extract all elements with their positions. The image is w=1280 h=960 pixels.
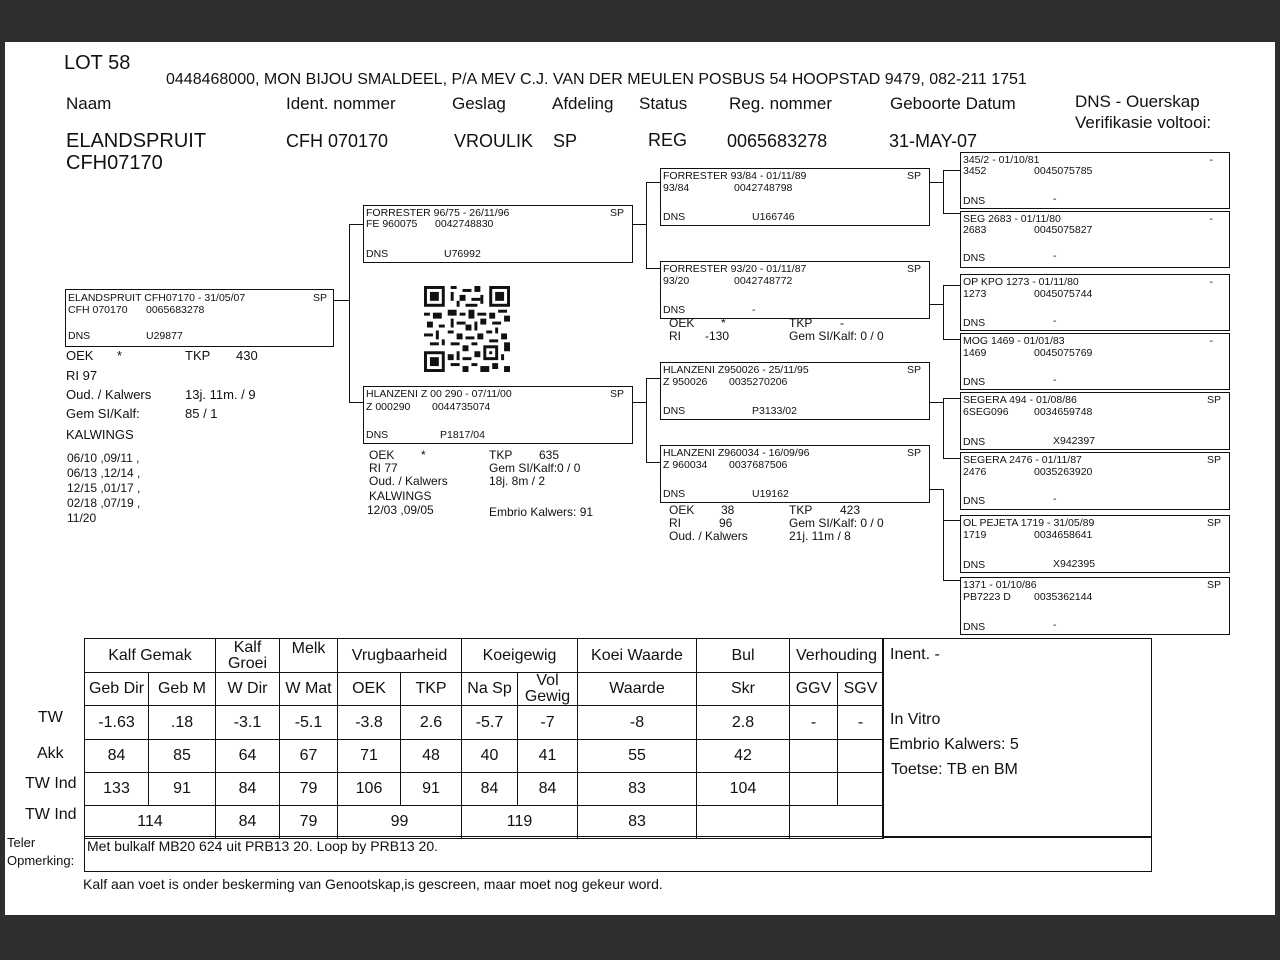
cell: 83: [578, 773, 697, 806]
group-koei-waarde: Koei Waarde: [578, 639, 697, 673]
dam-oud-label: Oud. / Kalwers: [369, 474, 448, 488]
connector: [646, 182, 647, 268]
box-line-3b: P3133/02: [752, 405, 797, 417]
cell: 48: [401, 740, 462, 773]
info-box: [882, 638, 1152, 838]
box-line-1: HLANZENI Z950026 - 25/11/95: [663, 364, 809, 376]
embrio-kalwers: Embrio Kalwers: 5: [889, 736, 1019, 753]
group-bul: Bul: [697, 639, 790, 673]
sub-w-dir: W Dir: [216, 673, 280, 706]
box-line-3a: DNS: [963, 436, 986, 448]
sub-oek: OEK: [338, 673, 401, 706]
pedigree-box-gp-3: [660, 362, 930, 420]
box-line-1: MOG 1469 - 01/01/83: [963, 335, 1065, 347]
gp2-tkp-label: TKP: [789, 316, 813, 330]
box-line-2b: 0035263920: [1034, 466, 1093, 478]
box-line-2b: 0042748772: [734, 275, 793, 287]
col-geboorte: Geboorte Datum: [890, 94, 1016, 113]
sub-tkp: TKP: [401, 673, 462, 706]
connector: [929, 402, 943, 403]
box-line-1: SEG 2683 - 01/11/80: [963, 213, 1061, 225]
cell: -: [838, 706, 884, 740]
subject-oud-label: Oud. / Kalwers: [66, 387, 152, 402]
connector: [349, 402, 363, 403]
dam-tkp-label: TKP: [489, 448, 513, 462]
box-line-2b: 0044735074: [432, 401, 491, 413]
box-line-2a: 2683: [963, 224, 987, 236]
gp2-ri-value: -130: [705, 329, 730, 343]
box-line-3b: -: [1053, 374, 1057, 386]
sub-geb-dir: Geb Dir: [85, 673, 149, 706]
box-line-2a: PB7223 D: [963, 591, 1011, 603]
box-line-2b: 0035270206: [729, 376, 788, 388]
gp2-oek-label: OEK: [669, 316, 695, 330]
box-line-3b: X942397: [1053, 435, 1096, 447]
pedigree-box-sire: [363, 205, 633, 263]
cell: 40: [462, 740, 518, 773]
box-line-3a: DNS: [963, 252, 986, 264]
box-line-2b: 0034659748: [1034, 406, 1093, 418]
pedigree-box-gp-1: [660, 168, 930, 226]
connector: [943, 170, 944, 213]
box-line-2a: 2476: [963, 466, 987, 478]
cell: .18: [149, 706, 216, 740]
group-kalf-groei-1: Kalf: [233, 638, 262, 656]
col-geslag: Geslag: [452, 94, 506, 113]
subject-ri: RI 97: [66, 368, 98, 383]
box-line-2b: 0045075785: [1034, 165, 1093, 177]
connector: [349, 224, 350, 402]
box-line-2b: 0037687506: [729, 459, 788, 471]
pedigree-box-ggp-4: [960, 333, 1230, 390]
dam-dates: 12/03 ,09/05: [367, 503, 434, 517]
box-line-1-right: SP: [1206, 454, 1221, 466]
gp4-ri-label: RI: [669, 516, 681, 530]
connector: [943, 398, 944, 458]
cell: 84: [518, 773, 578, 806]
animal-geslag: VROULIK: [454, 131, 534, 151]
box-line-2a: CFH 070170: [68, 304, 128, 316]
sub-vol-gewig: [518, 673, 578, 706]
subject-dates-1: 06/10 ,09/11 ,: [67, 451, 140, 465]
remark-box: [84, 836, 1152, 872]
pedigree-box-gp-2: [660, 261, 930, 319]
cell: [790, 773, 838, 806]
subject-oek-label: OEK: [66, 348, 94, 363]
box-line-1: 1371 - 01/10/86: [963, 579, 1037, 591]
remark-label-1: Teler: [7, 835, 36, 850]
box-line-3b: U19162: [752, 488, 789, 500]
pedigree-box-ggp-3: [960, 274, 1230, 331]
box-line-2a: Z 000290: [366, 401, 411, 413]
cell: 41: [518, 740, 578, 773]
dam-oud-value: 18j. 8m / 2: [489, 474, 546, 488]
box-line-3b: -: [1053, 193, 1057, 205]
box-line-1: SEGERA 2476 - 01/11/87: [963, 454, 1082, 466]
box-line-1-right: SP: [1206, 579, 1221, 591]
cell: -7: [518, 706, 578, 740]
box-line-3a: DNS: [663, 405, 686, 417]
sub-sgv: SGV: [838, 673, 884, 706]
col-ident: Ident. nommer: [286, 94, 396, 113]
group-kalf-groei-2: Groei: [227, 654, 268, 672]
box-line-3a: DNS: [663, 304, 686, 316]
pedigree-box-ggp-1: [960, 152, 1230, 209]
pedigree-box-gp-4: [660, 445, 930, 503]
box-line-1-right: SP: [312, 292, 327, 304]
row-label-tw: TW: [38, 709, 63, 726]
box-line-3b: -: [1053, 315, 1057, 327]
group-vrugbaarheid: Vrugbaarheid: [338, 639, 462, 673]
sub-geb-m: Geb M: [149, 673, 216, 706]
box-line-1: 345/2 - 01/10/81: [963, 154, 1040, 166]
connector: [943, 213, 960, 214]
sub-vol-gewig-2: Gewig: [524, 688, 571, 705]
box-line-2a: 93/84: [663, 182, 690, 194]
box-line-1-right: SP: [906, 364, 921, 376]
box-line-2b: 0045075827: [1034, 224, 1093, 236]
box-line-1-right: SP: [609, 207, 624, 219]
animal-status: REG: [648, 130, 688, 150]
inent: Inent. -: [890, 646, 940, 663]
connector: [943, 520, 960, 521]
cell: 104: [697, 773, 790, 806]
sub-waarde: Waarde: [578, 673, 697, 706]
gp4-oek-value: 38: [721, 503, 735, 517]
cell: 42: [697, 740, 790, 773]
connector: [943, 458, 960, 459]
subject-dates-2: 06/13 ,12/14 ,: [67, 466, 141, 480]
in-vitro: In Vitro: [890, 711, 941, 728]
group-kalf-groei: [216, 639, 280, 673]
cell: 79: [280, 806, 338, 839]
connector: [349, 224, 363, 225]
box-line-3a: DNS: [663, 488, 686, 500]
box-line-1: OP KPO 1273 - 01/11/80: [963, 276, 1079, 288]
cell: 119: [462, 806, 578, 839]
box-line-1-right: -: [1209, 213, 1213, 225]
box-line-1-right: SP: [906, 170, 921, 182]
toetse: Toetse: TB en BM: [891, 761, 1018, 778]
row-label-twind-2: TW Ind: [25, 806, 77, 823]
cell: [697, 806, 790, 839]
row-label-twind: TW Ind: [25, 775, 77, 792]
pedigree-box-ggp-7: [960, 515, 1230, 573]
gp4-oek-label: OEK: [669, 503, 695, 517]
group-melk: Melk: [280, 639, 338, 673]
box-line-3b: -: [1053, 250, 1057, 262]
group-verhouding: Verhouding: [790, 639, 884, 673]
subject-tkp-label: TKP: [185, 348, 211, 363]
subject-oud-value: 13j. 11m. / 9: [185, 387, 256, 402]
row-tw: [85, 706, 884, 740]
dam-kalwings: KALWINGS: [369, 489, 432, 503]
sub-skr: Skr: [697, 673, 790, 706]
col-naam: Naam: [66, 94, 112, 113]
row-label-akk: Akk: [37, 745, 64, 762]
cell: 85: [149, 740, 216, 773]
gp2-ri-label: RI: [669, 329, 681, 343]
box-line-2b: 0034658641: [1034, 529, 1093, 541]
cell: [838, 773, 884, 806]
box-line-3b: -: [1053, 619, 1057, 631]
subject-oek-value: *: [117, 348, 123, 363]
dam-embrio: Embrio Kalwers: 91: [489, 505, 594, 519]
col-afdeling: Afdeling: [552, 94, 614, 113]
cell: 67: [280, 740, 338, 773]
connector: [943, 285, 944, 339]
box-line-1-right: -: [1209, 154, 1213, 166]
gp4-oud-label: Oud. / Kalwers: [669, 529, 748, 543]
box-line-3a: DNS: [963, 317, 986, 329]
sub-ggv: GGV: [790, 673, 838, 706]
lot-number: LOT 58: [64, 52, 131, 74]
box-line-3b: P1817/04: [440, 429, 485, 441]
cell: 91: [401, 773, 462, 806]
subject-tkp-value: 430: [236, 348, 258, 363]
box-line-3b: X942395: [1053, 558, 1096, 570]
connector: [646, 378, 647, 462]
cell: 84: [462, 773, 518, 806]
box-line-1-right: SP: [906, 447, 921, 459]
box-line-3a: DNS: [68, 330, 91, 342]
connector: [943, 580, 960, 581]
gp4-ri-value: 96: [719, 516, 733, 530]
row-akk: [85, 740, 884, 773]
box-line-1: FORRESTER 93/20 - 01/11/87: [663, 263, 807, 275]
box-line-3a: DNS: [963, 195, 986, 207]
cell: 91: [149, 773, 216, 806]
connector: [943, 339, 960, 340]
subject-gem-label: Gem SI/Kalf:: [66, 406, 140, 421]
group-kalf-gemak: Kalf Gemak: [85, 639, 216, 673]
animal-afdeling: SP: [553, 131, 578, 151]
animal-geboorte: 31-MAY-07: [889, 131, 978, 151]
col-dns-1: DNS - Ouerskap: [1075, 92, 1200, 111]
box-line-3a: DNS: [366, 248, 389, 260]
remark-text: Met bulkalf MB20 624 uit PRB13 20. Loop by PRB13 20.: [87, 838, 438, 854]
box-line-2b: 0045075744: [1034, 288, 1093, 300]
box-line-2b: 0035362144: [1034, 591, 1093, 603]
sub-vol-gewig-1: Vol: [536, 672, 559, 689]
connector: [943, 398, 960, 399]
cell: -5.7: [462, 706, 518, 740]
gp4-gem: Gem SI/Kalf: 0 / 0: [789, 516, 884, 530]
box-line-2b: 0042748798: [734, 182, 793, 194]
box-line-2a: 1469: [963, 347, 987, 359]
connector: [929, 489, 943, 490]
cell: -: [790, 706, 838, 740]
sub-w-mat: W Mat: [280, 673, 338, 706]
box-line-3a: DNS: [963, 559, 986, 571]
box-line-2b: 0065683278: [146, 304, 205, 316]
box-line-1-right: SP: [906, 263, 921, 275]
box-line-3a: DNS: [963, 495, 986, 507]
subject-gem-value: 85 / 1: [185, 406, 218, 421]
gp4-tkp-value: 423: [840, 503, 861, 517]
ebv-table: [84, 638, 884, 839]
box-line-2b: 0042748830: [435, 218, 494, 230]
box-line-2a: 3452: [963, 165, 987, 177]
box-line-2a: FE 960075: [366, 218, 418, 230]
box-line-1-right: SP: [609, 388, 624, 400]
box-line-3b: U29877: [146, 330, 183, 342]
cell: 71: [338, 740, 401, 773]
footer-note: Kalf aan voet is onder beskerming van Genootskap,is gescreen, maar moet nog gekeur word.: [83, 876, 663, 892]
gp2-oek-value: *: [721, 316, 726, 330]
connector: [646, 378, 660, 379]
connector: [646, 268, 660, 269]
box-line-3a: DNS: [663, 211, 686, 223]
box-line-3a: DNS: [963, 621, 986, 633]
pedigree-box-ggp-6: [960, 452, 1230, 510]
box-line-2a: Z 950026: [663, 376, 708, 388]
dam-gem: Gem SI/Kalf:0 / 0: [489, 461, 581, 475]
cell: 99: [338, 806, 462, 839]
sub-na-sp: Na Sp: [462, 673, 518, 706]
row-twind-2: [85, 806, 884, 839]
box-line-1-right: -: [1209, 276, 1213, 288]
cell: 64: [216, 740, 280, 773]
cell: -8: [578, 706, 697, 740]
breeder-info: 0448468000, MON BIJOU SMALDEEL, P/A MEV C.J. VAN DER MEULEN POSBUS 54 HOOPSTAD 9479, 082-211 1751: [166, 71, 1027, 88]
box-line-1: SEGERA 494 - 01/08/86: [963, 394, 1077, 406]
box-line-1: FORRESTER 93/84 - 01/11/89: [663, 170, 807, 182]
subject-dates-3: 12/15 ,01/17 ,: [67, 481, 141, 495]
dam-oek-label: OEK: [369, 448, 395, 462]
connector: [929, 182, 943, 183]
connector: [943, 285, 960, 286]
box-line-2a: 1719: [963, 529, 987, 541]
catalogue-page: [5, 42, 1275, 915]
connector: [632, 224, 646, 225]
pedigree-box-ggp-5: [960, 392, 1230, 450]
dam-ri: RI 77: [369, 461, 398, 475]
connector: [632, 402, 646, 403]
cell: 79: [280, 773, 338, 806]
cell: 114: [85, 806, 216, 839]
cell: 84: [216, 773, 280, 806]
cell: [790, 806, 884, 839]
animal-name-2: CFH07170: [66, 152, 163, 174]
remark-label-2: Opmerking:: [7, 853, 75, 868]
animal-ident: CFH 070170: [286, 131, 389, 151]
qr-code: [424, 286, 510, 372]
row-twind: [85, 773, 884, 806]
box-line-3a: DNS: [366, 429, 389, 441]
cell: -1.63: [85, 706, 149, 740]
animal-name: ELANDSPRUIT: [66, 130, 207, 152]
cell: [838, 740, 884, 773]
col-dns-2: Verifikasie voltooi:: [1075, 113, 1212, 132]
box-line-2a: 1273: [963, 288, 987, 300]
connector: [333, 300, 349, 301]
box-line-1: HLANZENI Z960034 - 16/09/96: [663, 447, 810, 459]
connector: [929, 304, 943, 305]
box-line-2a: Z 960034: [663, 459, 708, 471]
gp4-tkp-label: TKP: [789, 503, 813, 517]
box-line-2a: 93/20: [663, 275, 690, 287]
box-line-1: HLANZENI Z 00 290 - 07/11/00: [366, 388, 512, 400]
cell: 133: [85, 773, 149, 806]
cell: -3.1: [216, 706, 280, 740]
pedigree-box-ggp-2: [960, 211, 1230, 268]
box-line-1: OL PEJETA 1719 - 31/05/89: [963, 517, 1095, 529]
gp2-gem: Gem SI/Kalf: 0 / 0: [789, 329, 884, 343]
group-koeigewig: Koeigewig: [462, 639, 578, 673]
subject-dates-4: 02/18 ,07/19 ,: [67, 496, 141, 510]
connector: [943, 170, 960, 171]
box-line-1: FORRESTER 96/75 - 26/11/96: [366, 207, 510, 219]
animal-reg: 0065683278: [727, 131, 828, 151]
connector: [646, 462, 660, 463]
gp2-tkp-value: -: [840, 316, 844, 330]
cell: 2.8: [697, 706, 790, 740]
dam-tkp-value: 635: [539, 448, 560, 462]
box-line-3b: U76992: [444, 248, 481, 260]
cell: 2.6: [401, 706, 462, 740]
box-line-1-right: -: [1209, 335, 1213, 347]
gp4-oud-value: 21j. 11m / 8: [789, 529, 851, 543]
box-line-1-right: SP: [1206, 394, 1221, 406]
col-status: Status: [639, 94, 688, 113]
subject-dates-5: 11/20: [67, 511, 97, 525]
box-line-2b: 0045075769: [1034, 347, 1093, 359]
cell: 106: [338, 773, 401, 806]
cell: [790, 740, 838, 773]
box-line-1-right: SP: [1206, 517, 1221, 529]
dam-oek-value: *: [421, 448, 426, 462]
cell: 83: [578, 806, 697, 839]
box-line-3a: DNS: [963, 376, 986, 388]
cell: 55: [578, 740, 697, 773]
subject-kalwings: KALWINGS: [66, 427, 134, 442]
box-line-1: ELANDSPRUIT CFH07170 - 31/05/07: [68, 292, 246, 304]
box-line-3b: U166746: [752, 211, 795, 223]
cell: 84: [216, 806, 280, 839]
col-reg: Reg. nommer: [729, 94, 832, 113]
box-line-2a: 6SEG096: [963, 406, 1009, 418]
connector: [943, 489, 944, 580]
cell: -5.1: [280, 706, 338, 740]
box-line-3b: -: [752, 304, 756, 316]
pedigree-box-subject: [65, 289, 334, 347]
pedigree-box-dam: [363, 386, 633, 444]
connector: [646, 182, 660, 183]
box-line-3b: -: [1053, 493, 1057, 505]
cell: 84: [85, 740, 149, 773]
pedigree-box-ggp-8: [960, 577, 1230, 635]
cell: -3.8: [338, 706, 401, 740]
